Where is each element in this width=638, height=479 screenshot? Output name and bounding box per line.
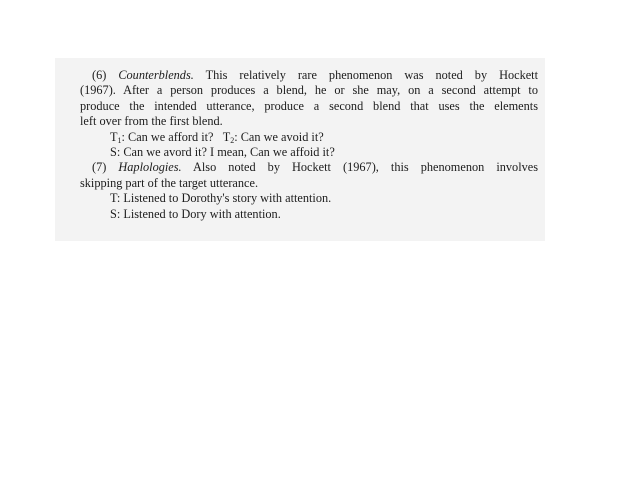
paragraph-6-line-4: left over from the first blend. [80,114,223,129]
section-7-term: Haplologies. [118,160,182,175]
example-7-target: T: Listened to Dorothy's story with attention. [110,191,332,206]
example-t1-subscript: 1 [117,135,122,145]
paragraph-6-line-3: produce the intended utterance, produce a second blend that uses the elements [80,98,538,113]
example-t2-text: : Can we avoid it? [234,129,324,144]
example-t1-text: : Can we afford it? [121,129,214,144]
section-6-term: Counterblends. [118,68,194,82]
paragraph-6-line-2: (1967). After a person produces a blend, he or she may, on a second attempt to [80,83,538,98]
section-6-line-1-text: This relatively rare phenomenon was noted by Hockett [205,68,538,82]
example-7-speech: S: Listened to Dory with attention. [110,206,281,221]
example-t2-label: T [222,129,231,144]
paragraph-7-line-2: skipping part of the target utterance. [80,175,259,190]
section-7-line-1-text: Also noted by Hockett (1967), this phenomenon involves [193,160,538,175]
section-7-number: (7) [92,160,107,175]
paragraph-6-line-1 [80,68,538,83]
example-6-speech: S: Can we avord it? I mean, Can we affoid it? [110,144,335,159]
document-text [80,68,538,222]
paragraph-7-line-1 [80,160,538,175]
section-6-number: (6) [92,68,107,82]
example-6-targets [80,130,538,145]
example-t2-subscript: 2 [230,135,235,145]
example-t1-label: T [110,129,118,144]
